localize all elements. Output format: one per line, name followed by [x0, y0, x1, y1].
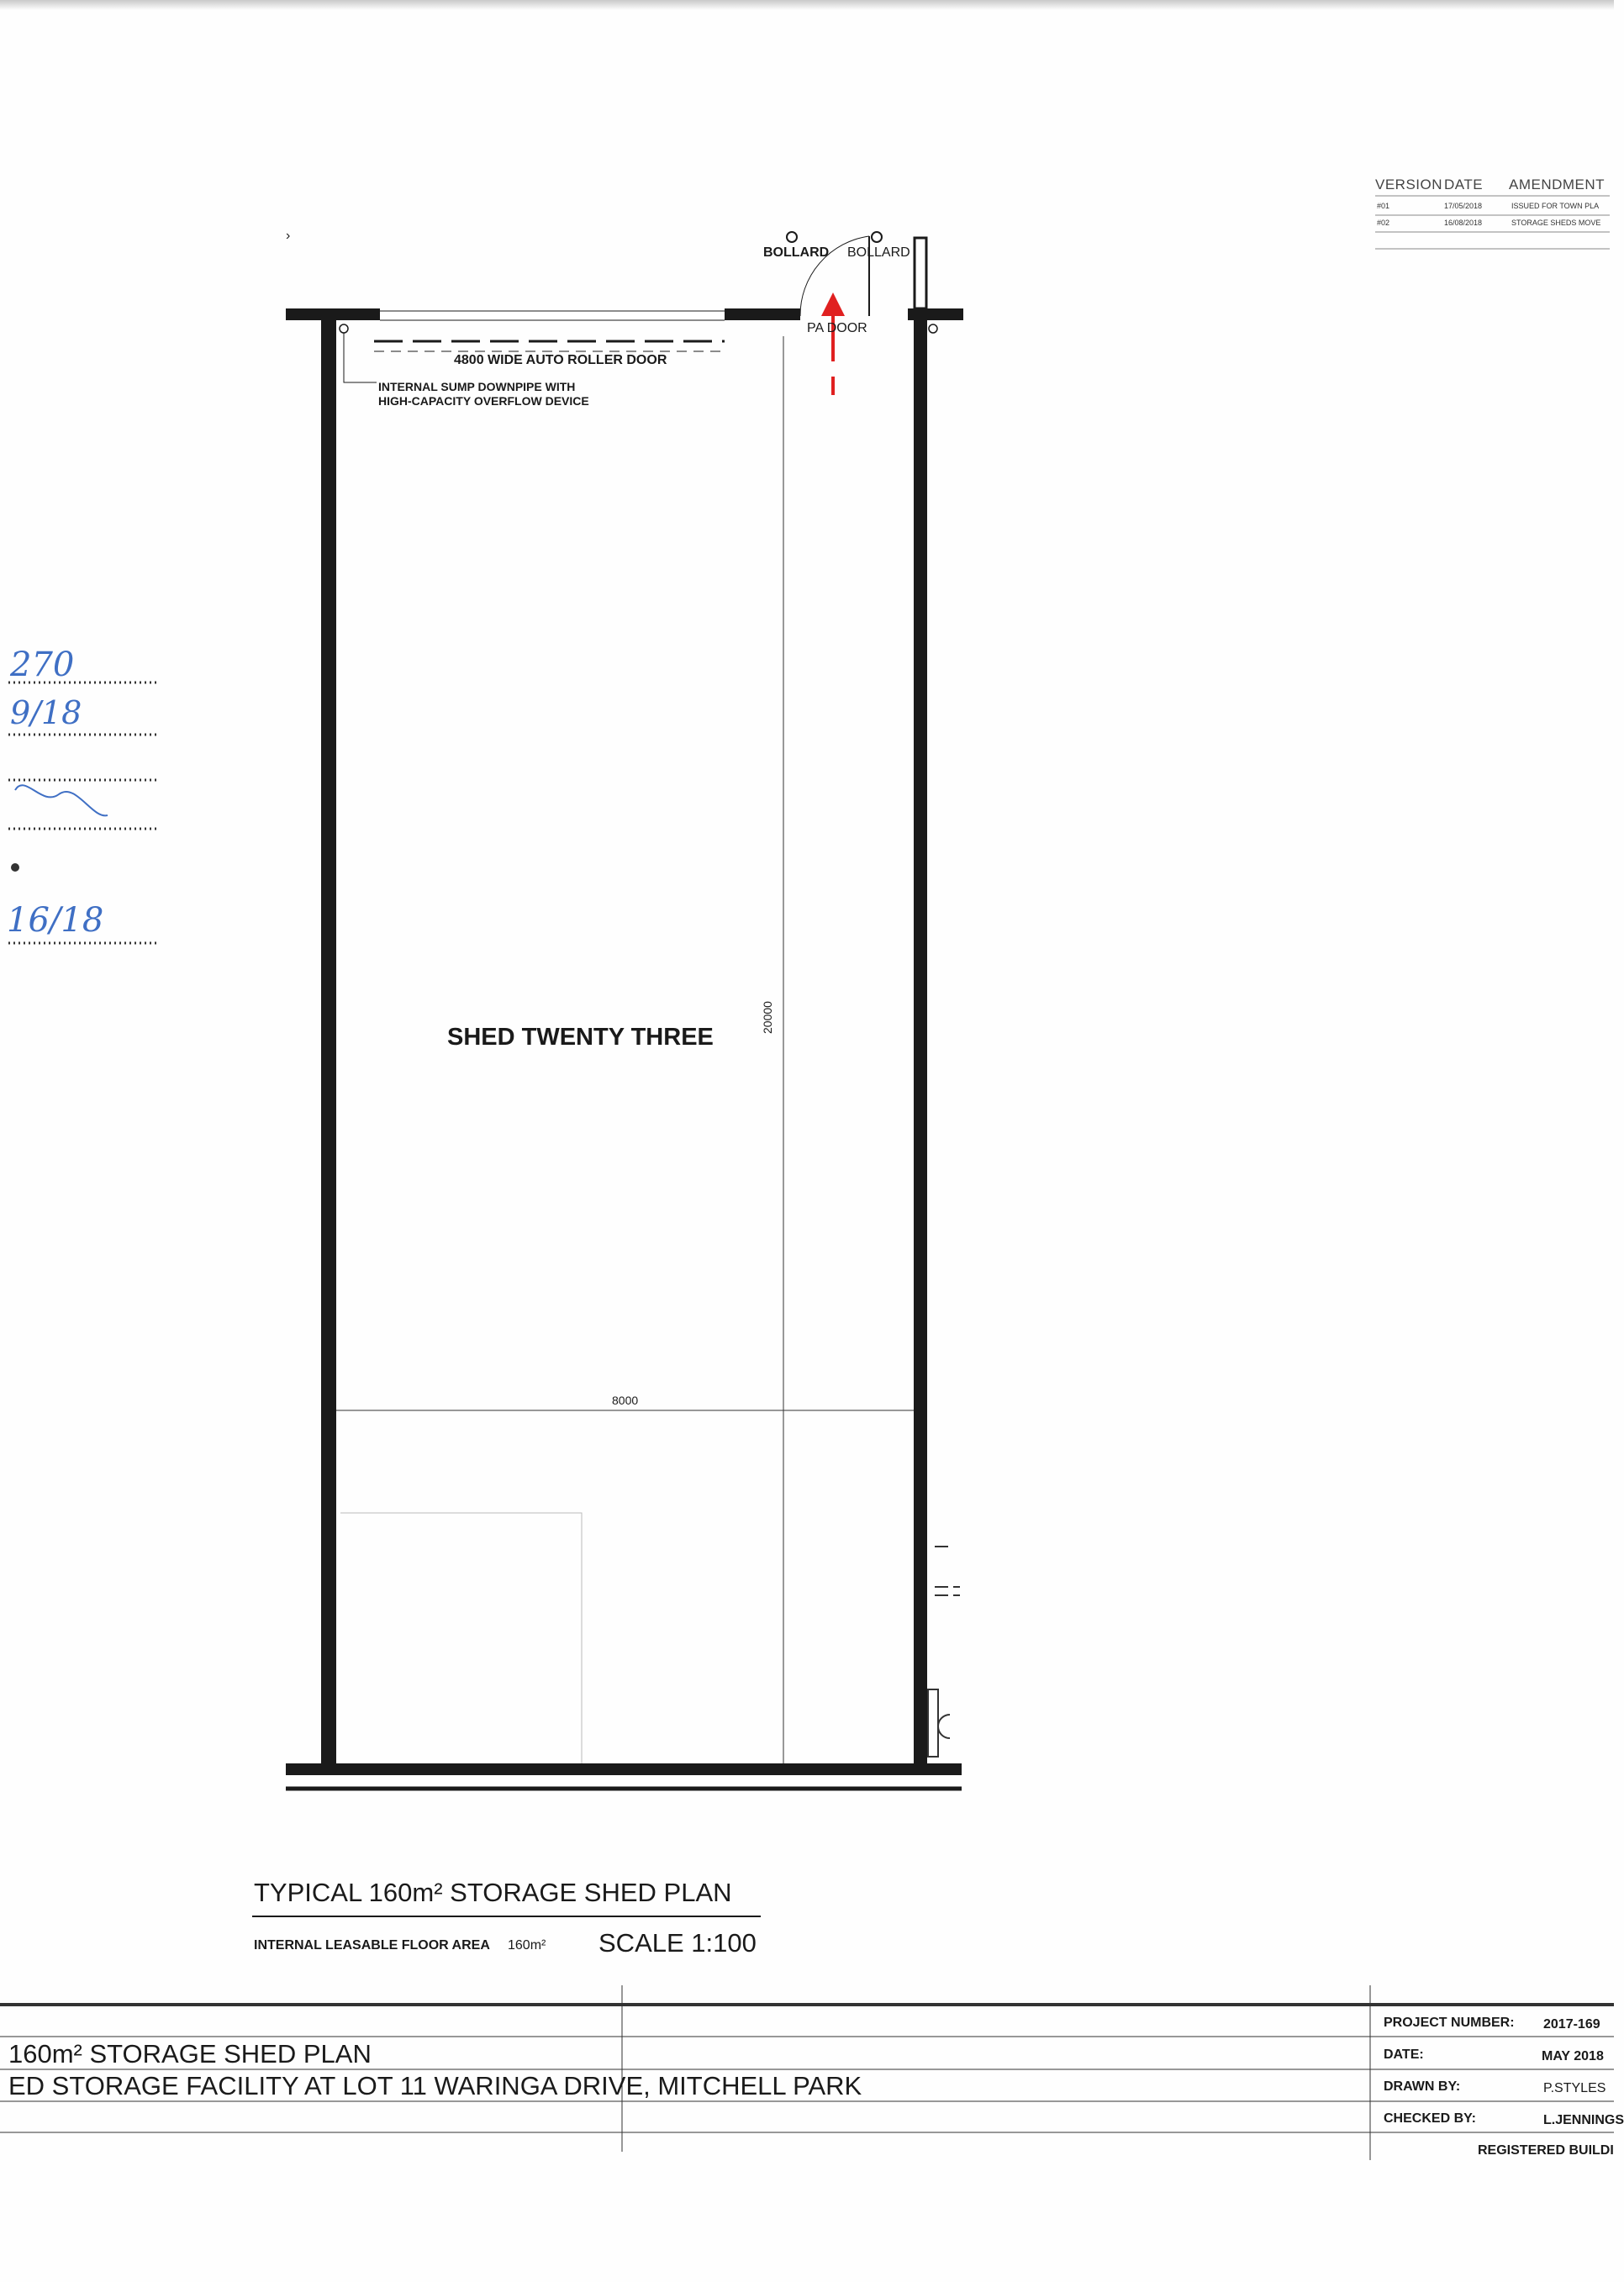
date-header: DATE	[1444, 177, 1484, 192]
interior-outline	[340, 1513, 582, 1763]
amendment-cell: STORAGE SHEDS MOVE	[1511, 219, 1601, 227]
sump-leader-line	[344, 333, 377, 382]
sump-note-line1: INTERNAL SUMP DOWNPIPE WITH	[378, 380, 576, 393]
handwritten-note: 9/18	[10, 694, 82, 731]
signature-mark	[15, 785, 108, 815]
checked-by-label: CHECKED BY:	[1384, 2111, 1476, 2126]
bollard-icon	[872, 232, 882, 242]
sump-note-line2: HIGH-CAPACITY OVERFLOW DEVICE	[378, 394, 589, 408]
project-number-value: 2017-169	[1543, 2017, 1600, 2032]
date-cell: 16/08/2018	[1444, 219, 1483, 227]
bollard-label: BOLLARD	[763, 245, 830, 260]
bollard-icon	[787, 232, 797, 242]
sheet-title: 160m² STORAGE SHED PLAN	[8, 2039, 372, 2069]
date-value: MAY 2018	[1542, 2049, 1604, 2063]
bollard-label: BOLLARD	[847, 245, 910, 260]
registered-builder-label: REGISTERED BUILDI	[1478, 2143, 1614, 2158]
handwritten-note: 16/18	[7, 901, 104, 940]
post-icon	[915, 238, 926, 308]
downpipe-icon	[340, 324, 348, 333]
scale-label: SCALE 1:100	[598, 1928, 757, 1958]
dimension-length: 20000	[761, 1001, 774, 1034]
version-header: VERSION	[1375, 177, 1443, 192]
margin-chevron: ›	[286, 229, 291, 243]
roller-door-symbol	[374, 311, 725, 351]
pa-door-label: PA DOOR	[807, 321, 867, 335]
drawn-by-value: P.STYLES	[1543, 2081, 1606, 2095]
room-name: SHED TWENTY THREE	[447, 1024, 714, 1051]
project-number-label: PROJECT NUMBER:	[1384, 2016, 1515, 2030]
downpipe-icon	[929, 324, 937, 333]
handwritten-note: 270	[10, 646, 75, 684]
dimension-width: 8000	[612, 1394, 639, 1407]
date-cell: 17/05/2018	[1444, 202, 1483, 210]
project-title: ED STORAGE FACILITY AT LOT 11 WARINGA DRIVE, MITCHELL PARK	[8, 2071, 862, 2100]
plan-caption: TYPICAL 160m² STORAGE SHED PLAN	[254, 1878, 732, 1907]
checked-by-value: L.JENNINGS	[1543, 2113, 1624, 2127]
area-value: 160m²	[508, 1938, 546, 1953]
area-label: INTERNAL LEASABLE FLOOR AREA	[254, 1938, 490, 1953]
adjacent-fragments	[928, 1547, 960, 1757]
margin-mark	[11, 863, 19, 872]
amendment-header: AMENDMENT	[1509, 177, 1606, 192]
roller-door-label: 4800 WIDE AUTO ROLLER DOOR	[454, 353, 667, 367]
version-cell: #02	[1377, 219, 1390, 227]
entry-arrow-icon	[821, 292, 845, 395]
date-label: DATE:	[1384, 2047, 1424, 2062]
amendment-cell: ISSUED FOR TOWN PLA	[1511, 202, 1600, 210]
version-cell: #01	[1377, 202, 1390, 210]
drawn-by-label: DRAWN BY:	[1384, 2079, 1461, 2094]
